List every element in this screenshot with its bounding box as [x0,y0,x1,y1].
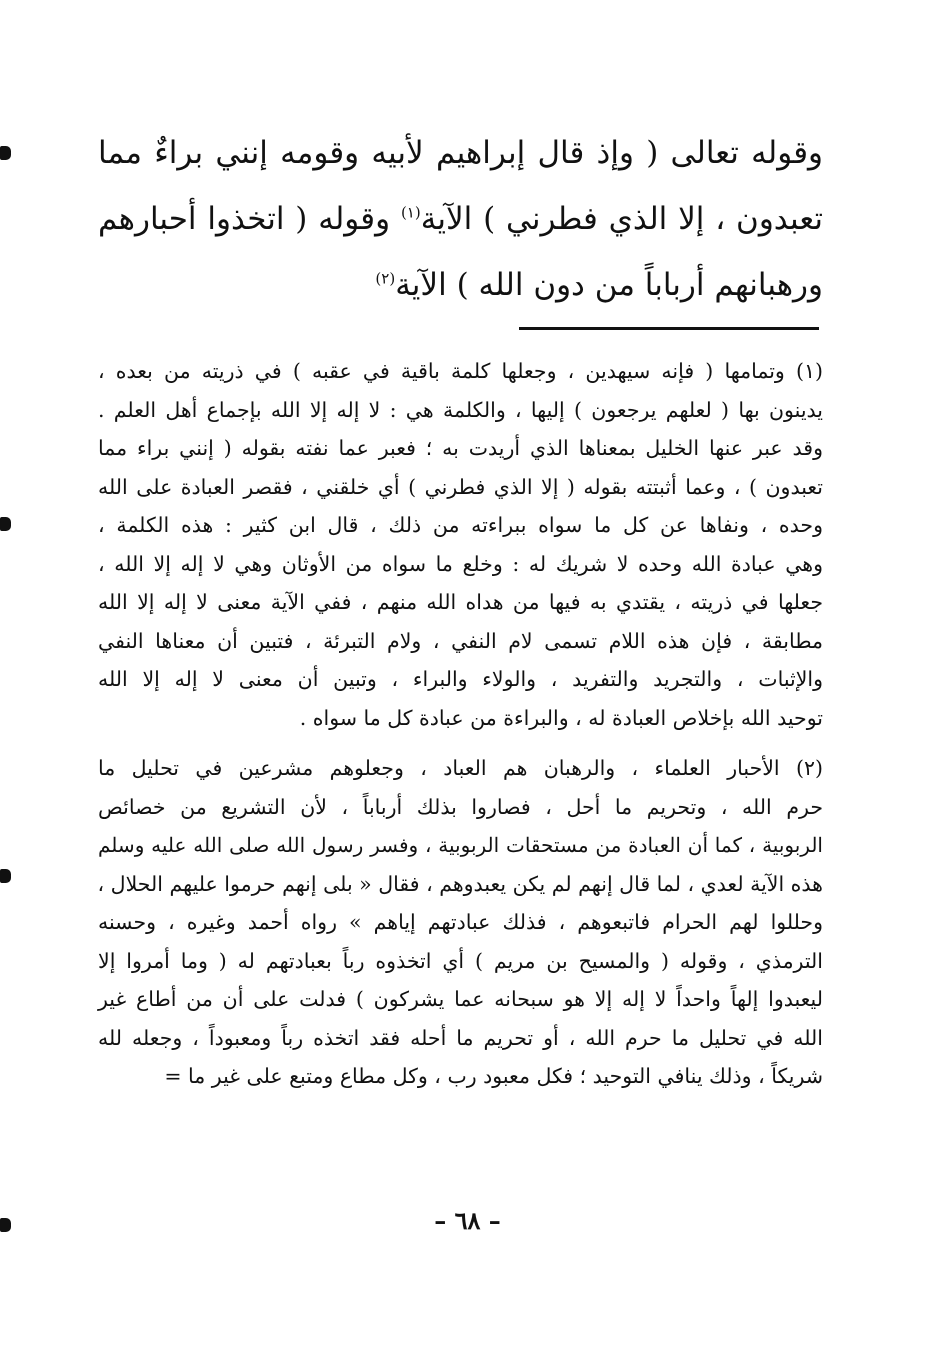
footnote-line: (٢) الأحبار العلماء ، والرهبان هم العباد ، وجعلوهم مشرعين في تحليل ما [98,756,823,780]
main-line [98,252,823,318]
scan-edge-mark [0,517,11,531]
footnote-line: (١) وتمامها ( فإنه سيهدين ، وجعلها كلمة باقية في عقبه ) في ذريته من بعده ، [98,359,823,383]
footnote-line: وحده ، ونفاها عن كل ما سواه ببراءته من ذلك ، قال ابن كثير : هذه الكلمة ، [98,513,823,537]
footnote-ref-1[interactable]: (١) [400,203,421,222]
footnote-line: جعلها في ذريته ، يقتدي به فيها من هداه الله منهم ، ففي الآية معنى لا إله إلا الله [98,590,823,614]
footnote-line: وقد عبر عنها الخليل بمعناها الذي أريدت به ؛ فعبر عما نفته بقوله ( إنني براء مما [98,436,823,460]
footnote-1 [98,352,823,737]
footnote-ref-2[interactable]: (٢) [375,269,396,288]
footnote-separator [519,327,819,330]
footnote-line: وحللوا لهم الحرام فاتبعوهم ، فذلك عبادتهم إياهم » رواه أحمد وغيره ، وحسنه [98,910,823,934]
footnote-line: توحيد الله بإخلاص العبادة له ، والبراءة من عبادة كل ما سواه . [299,705,823,730]
scan-edge-mark [0,146,11,160]
footnote-line: الربوبية ، كما أن العبادة من مستحقات الربوبية ، وفسر رسول الله صلى الله عليه وسلم [98,833,823,857]
footnote-line: تعبدون ) ، وعما أثبتته بقوله ( إلا الذي فطرني ) أي خلقني ، فقصر العبادة على الله [98,474,823,499]
footnote-2 [98,749,823,1096]
footnote-line: الله في تحليل ما حرم الله ، أو تحريم ما أحله فقد اتخذه رباً ومعبوداً ، وجعله لله [98,1025,823,1050]
footnote-line: والإثبات ، والتجريد والتفريد ، والولاء والبراء ، وتبين أن معنى لا إله إلا الله [98,667,823,691]
footnote-line: ليعبدوا إلهاً واحداً لا إله إلا هو سبحانه عما يشركون ) فدلت على أن من أطاع غير [98,987,823,1011]
footnote-line: حرم الله ، وتحريم ما أحل ، فصاروا بذلك أرباباً ، لأن التشريع من خصائص [98,794,823,819]
footnote-line: شريكاً ، وذلك ينافي التوحيد ؛ فكل معبود رب ، وكل مطاع ومتبع على غير ما = [164,1064,823,1088]
main-line-segment: ورهبانهم أرباباً من دون الله ) الآية [395,267,823,303]
footnote-line: هذه الآية لعدي ، لما قال إنهم لم يكن يعبدوهم ، فقال « بلى إنهم حرموا عليهم الحلال ، [97,871,823,896]
footnote-line: يدينون بها ( لعلهم يرجعون ) إليها ، والكلمة هي : لا إله إلا الله بإجماع أهل العلم . [98,397,823,422]
main-text [98,120,823,318]
main-paragraph [98,120,823,318]
footnotes [98,352,823,1096]
footnote-line: وهي عبادة الله وحده لا شريك له : وخلع ما سواه من الأوثان وهي لا إله إلا الله ، [98,551,823,576]
main-line-segment: وقوله ( اتخذوا أحبارهم [98,201,391,237]
page-number: – ٦٨ – [434,1206,501,1235]
footnote-line: مطابقة ، فإن هذه اللام تسمى لام النفي ، ولام التبرئة ، فتبين أن معناها النفي [98,628,823,653]
main-line [98,186,823,252]
main-line-segment: تعبدون ، إلا الذي فطرني ) الآية [420,201,823,237]
scan-edge-mark [0,869,11,883]
main-line: وقوله تعالى ( وإذ قال إبراهيم لأبيه وقومه إنني براءٌ مما [98,135,823,171]
footnote-line: الترمذي ، وقوله ( والمسيح بن مريم ) أي اتخذوه رباً بعبادتهم له ( وما أمروا إلا [98,948,823,973]
